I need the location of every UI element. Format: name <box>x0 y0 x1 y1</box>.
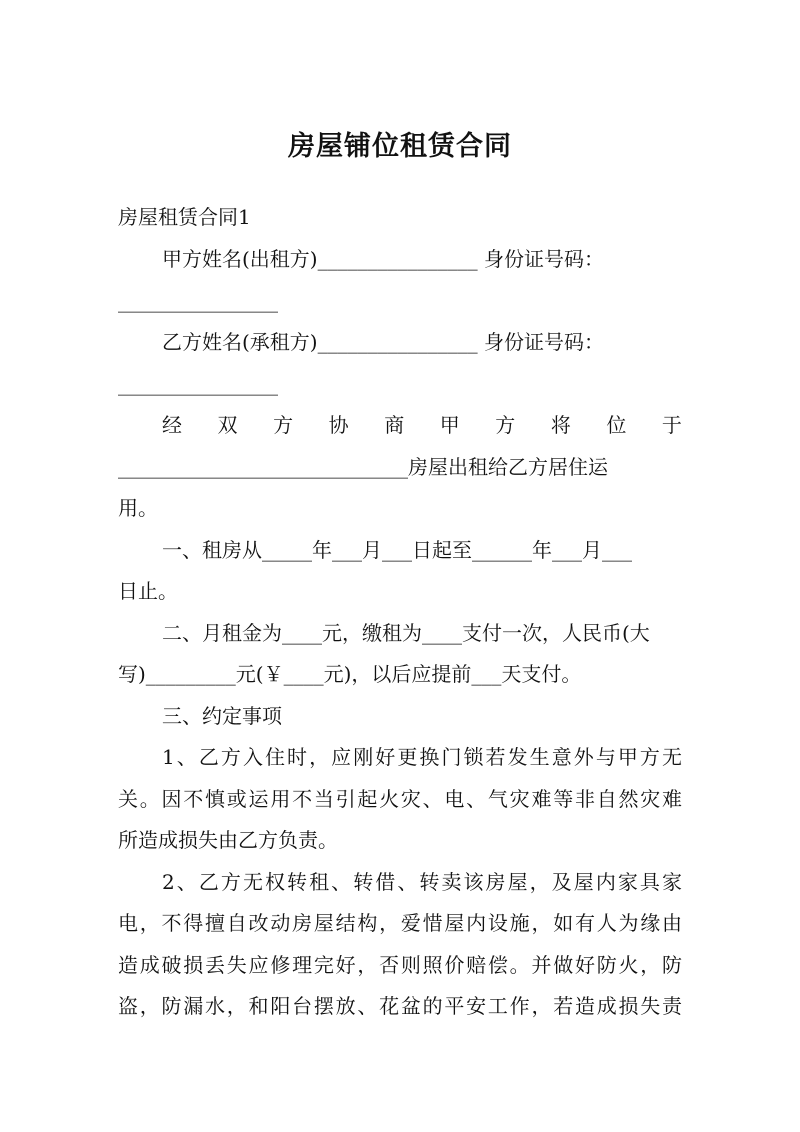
party-a-name-line: 甲方姓名(出租方)________________ 身份证号码： <box>162 247 604 271</box>
term-2-line-2: 电，不得擅自改动房屋结构，爱惜屋内设施，如有人为缘由 <box>118 911 682 935</box>
property-location-line: _____________________________房屋出租给乙方居住运 <box>118 455 608 479</box>
term-1-line-2: 关。因不慎或运用不当引起火灾、电、气灾难等非自然灾难 <box>118 787 682 811</box>
term-2-line-4: 盗，防漏水，和阳台摆放、花盆的平安工作，若造成损失责 <box>118 994 682 1018</box>
term-1-line-3: 所造成损失由乙方负责。 <box>118 828 338 852</box>
spaced-char: 将 <box>550 413 571 437</box>
party-b-id-blank: ________________ <box>118 372 278 396</box>
spaced-char: 方 <box>495 413 516 437</box>
lease-term-end-line: 日止。 <box>118 579 178 603</box>
lease-term-line: 一、租房从_____年___月___日起至______年___月___ <box>162 538 632 562</box>
agreement-intro-line <box>162 410 682 440</box>
rent-line: 二、月租金为____元，缴租为____支付一次，人民币(大 <box>162 621 650 645</box>
party-b-name-line: 乙方姓名(承租方)________________ 身份证号码： <box>162 330 604 354</box>
term-2-line-3: 造成破损丢失应修理完好，否则照价赔偿。并做好防火，防 <box>118 953 682 977</box>
section-heading-contract-1: 房屋租赁合同1 <box>118 205 251 229</box>
spaced-char: 方 <box>273 413 294 437</box>
spaced-char: 商 <box>384 413 405 437</box>
term-1-line-1: 1、乙方入住时，应刚好更换门锁若发生意外与甲方无 <box>162 745 682 769</box>
rent-amount-line: 写)_________元(￥____元)，以后应提前___天支付。 <box>118 662 582 686</box>
spaced-char: 协 <box>328 413 349 437</box>
spaced-char: 双 <box>217 413 238 437</box>
property-use-line: 用。 <box>118 496 158 520</box>
section-heading-terms: 三、约定事项 <box>162 704 282 728</box>
party-a-id-blank: ________________ <box>118 289 278 313</box>
term-2-line-1: 2、乙方无权转租、转借、转卖该房屋，及屋内家具家 <box>162 870 682 894</box>
spaced-char: 经 <box>162 413 182 437</box>
spaced-char: 于 <box>661 413 682 437</box>
document-title: 房屋铺位租赁合同 <box>288 131 512 162</box>
spaced-char: 甲 <box>439 413 460 437</box>
spaced-char: 位 <box>606 413 627 437</box>
